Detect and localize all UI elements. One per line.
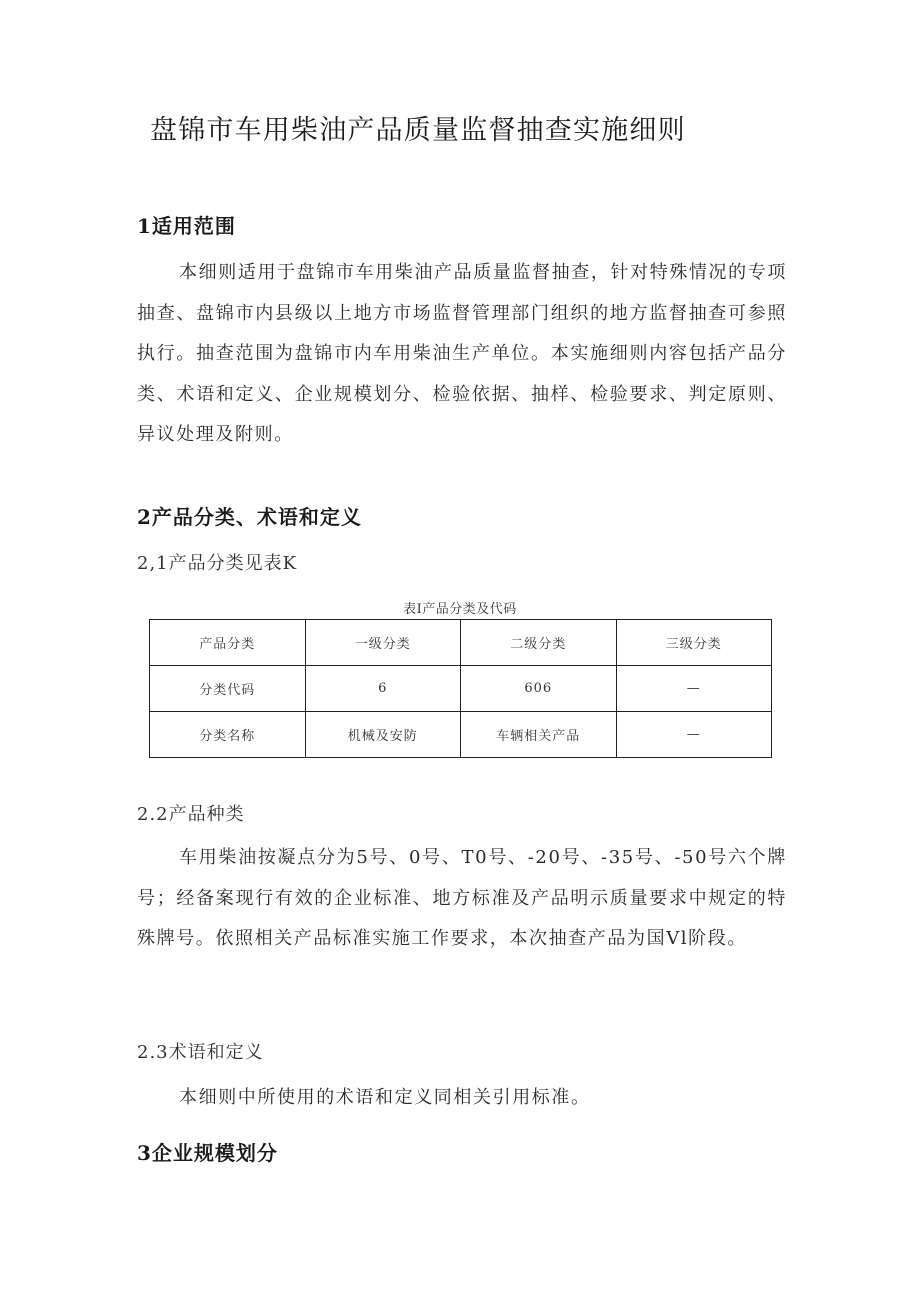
table-cell: 机械及安防 bbox=[305, 712, 461, 758]
table-caption: 表I产品分类及代码 bbox=[403, 602, 517, 617]
table-header-cell: 一级分类 bbox=[305, 620, 461, 666]
classification-table bbox=[149, 619, 772, 758]
table-header-cell: 产品分类 bbox=[150, 620, 306, 666]
table-row bbox=[150, 666, 772, 712]
section-2-2-paragraph: 车用柴油按凝点分为5号、0号、T0号、-20号、-35号、-50号六个牌号；经备案现行有效的企业标准、地方标准及产品明示质量要求中规定的特殊牌号。依照相关产品标准实施工作要求，本次抽查产品为国Vl阶段。 bbox=[137, 847, 787, 949]
document-title: 盘锦市车用柴油产品质量监督抽查实施细则 bbox=[150, 115, 686, 146]
table-cell: 分类名称 bbox=[150, 712, 306, 758]
table-cell: 车辆相关产品 bbox=[461, 712, 617, 758]
table-header-cell: 三级分类 bbox=[616, 620, 772, 666]
table-cell: 分类代码 bbox=[150, 666, 306, 712]
section-2-heading: 2产品分类、术语和定义 bbox=[137, 505, 362, 529]
section-2-3-heading: 2.3术语和定义 bbox=[137, 1042, 264, 1063]
section-1-paragraph: 本细则适用于盘锦市车用柴油产品质量监督抽查，针对特殊情况的专项抽查、盘锦市内县级以上地方市场监督管理部门组织的地方监督抽查可参照执行。抽查范围为盘锦市内车用柴油生产单位。本实施细则内容包括产品分类、术语和定义、企业规模划分、检验依据、抽样、检验要求、判定原则、异议处理及附则。 bbox=[137, 262, 787, 445]
table-cell: — bbox=[616, 712, 772, 758]
table-cell: 606 bbox=[461, 666, 617, 712]
section-2-1-heading: 2,1产品分类见表K bbox=[137, 553, 298, 574]
section-1-heading: 1适用范围 bbox=[137, 214, 236, 238]
section-2-2-heading: 2.2产品种类 bbox=[137, 804, 245, 825]
section-2-3-paragraph: 本细则中所使用的术语和定义同相关引用标准。 bbox=[179, 1087, 591, 1108]
table-cell: 6 bbox=[305, 666, 461, 712]
table-row bbox=[150, 712, 772, 758]
table-cell: — bbox=[616, 666, 772, 712]
table-header-row bbox=[150, 620, 772, 666]
section-3-heading: 3企业规模划分 bbox=[137, 1141, 278, 1165]
table-header-cell: 二级分类 bbox=[461, 620, 617, 666]
